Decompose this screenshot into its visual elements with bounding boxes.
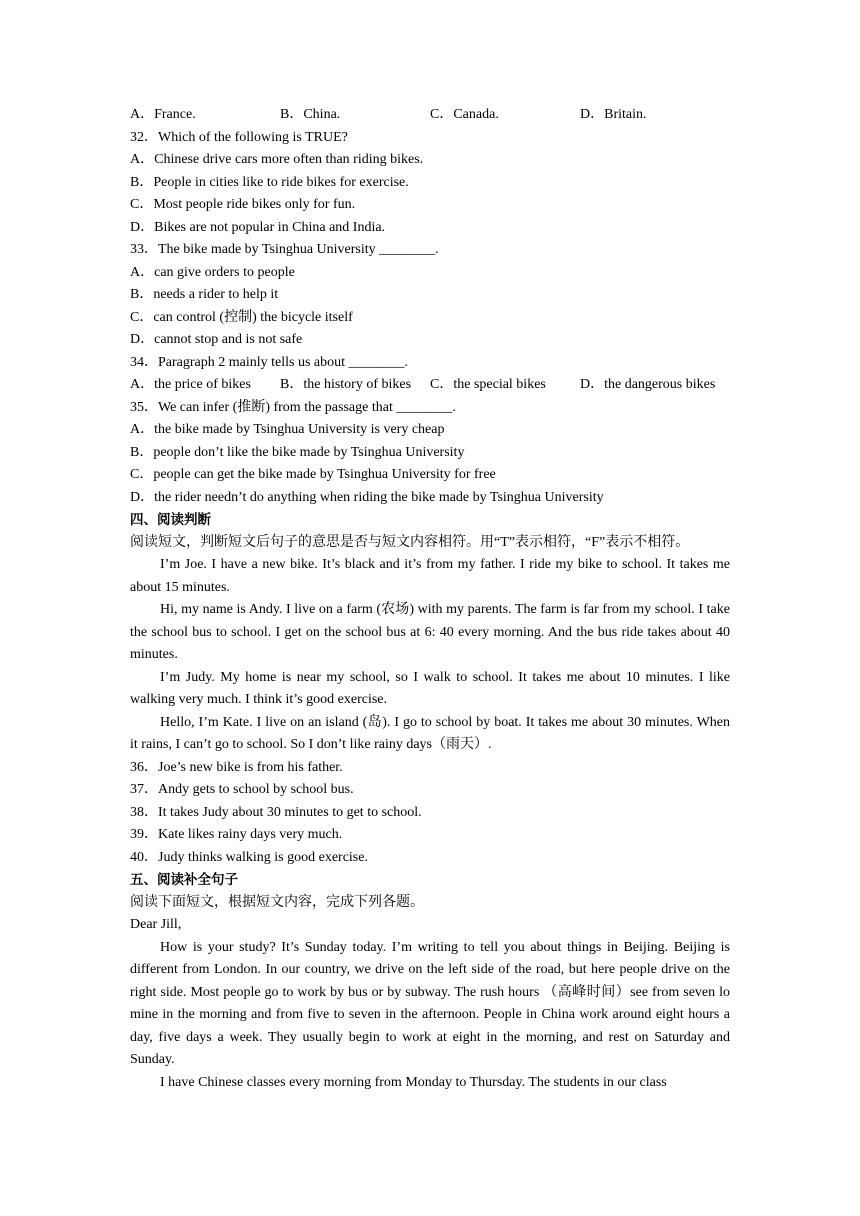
statement-39: 39．Kate likes rainy days very much.: [130, 827, 343, 842]
exam-page: [130, 104, 730, 1094]
q32-option-c: C．Most people ride bikes only for fun.: [130, 197, 356, 212]
q31-option-d: D．Britain.: [580, 107, 647, 122]
q33-option-b: B．needs a rider to help it: [130, 287, 279, 302]
q31-options: [130, 104, 730, 127]
q33-option-c: C．can control (控制) the bicycle itself: [130, 309, 353, 325]
q32-option-b: B．People in cities like to ride bikes for exercise.: [130, 174, 409, 190]
q34-option-d: D．the dangerous bikes: [580, 377, 716, 392]
q31-option-b: B．China.: [280, 107, 341, 122]
q35-stem: 35．We can infer (推断) from the passage that ________.: [130, 399, 456, 415]
q32-option-d: D．Bikes are not popular in China and India.: [130, 219, 386, 235]
section-5-instruction: 阅读下面短文，根据短文内容，完成下列各题。: [130, 894, 424, 910]
q34-stem: 34．Paragraph 2 mainly tells us about ________.: [130, 354, 409, 370]
passage-paragraph-andy: Hi, my name is Andy. I live on a farm (农场) with my parents. The farm is far from my school. I take the school bus to school. I get on the school bus at 6: 40 every morning. And the bus ride takes about 40 minutes.: [130, 602, 730, 662]
q34-option-b: B．the history of bikes: [280, 377, 412, 392]
statement-40: 40．Judy thinks walking is good exercise.: [130, 849, 368, 865]
q34-options: [130, 374, 730, 397]
section-5-heading: 五、阅读补全句子: [130, 872, 238, 888]
q34-option-c: C．the special bikes: [430, 377, 546, 392]
q35-option-a: A．the bike made by Tsinghua University is very cheap: [130, 422, 445, 437]
passage-paragraph-kate: Hello, I’m Kate. I live on an island (岛). I go to school by boat. It takes me about 30 minutes. When it rains, I can’t go to school. So I don’t like rainy days（雨天）.: [130, 714, 730, 752]
passage-paragraph-judy: I’m Judy. My home is near my school, so I walk to school. It takes me about 10 minutes. I like walking very much. I think it’s good exercise.: [130, 669, 730, 707]
q32-option-a: A．Chinese drive cars more often than riding bikes.: [130, 152, 424, 167]
q35-option-b: B．people don’t like the bike made by Tsinghua University: [130, 444, 465, 460]
q34-option-a: A．the price of bikes: [130, 377, 251, 392]
q33-option-a: A．can give orders to people: [130, 264, 295, 280]
letter-paragraph-1: How is your study? It’s Sunday today. I’m writing to tell you about things in Beijing. Beijing is different from London. In our country, we drive on the left side of the road, but here people drive on the right side. Most people go to work by bus or by subway. The rush hours （高峰时间）see from seven lo mine in the morning and from five to seven in the afternoon. People in China work around eight hours a day, five days a week. They usually begin to work at eight in the morning, and rest on Saturday and Sunday.: [130, 939, 730, 1067]
passage-paragraph-joe: I’m Joe. I have a new bike. It’s black and it’s from my father. I ride my bike to school. It takes me about 15 minutes.: [130, 557, 730, 595]
section-4-instruction: 阅读短文，判断短文后句子的意思是否与短文内容相符。用“T”表示相符，“F”表示不相符。: [130, 534, 690, 550]
statement-37: 37．Andy gets to school by school bus.: [130, 782, 354, 797]
statement-38: 38．It takes Judy about 30 minutes to get to school.: [130, 804, 422, 820]
q33-stem: 33．The bike made by Tsinghua University ________.: [130, 242, 439, 257]
section-4-heading: 四、阅读判断: [130, 512, 211, 528]
statement-36: 36．Joe’s new bike is from his father.: [130, 759, 343, 775]
letter-paragraph-2: I have Chinese classes every morning from Monday to Thursday. The students in our class: [160, 1074, 667, 1090]
q31-option-a: A．France.: [130, 107, 196, 122]
q35-option-c: C．people can get the bike made by Tsinghua University for free: [130, 467, 496, 482]
q33-option-d: D．cannot stop and is not safe: [130, 332, 303, 347]
q35-option-d: D．the rider needn’t do anything when riding the bike made by Tsinghua University: [130, 489, 604, 505]
letter-salutation: Dear Jill,: [130, 917, 182, 932]
q31-option-c: C．Canada.: [430, 107, 499, 122]
q32-stem: 32．Which of the following is TRUE?: [130, 129, 348, 145]
